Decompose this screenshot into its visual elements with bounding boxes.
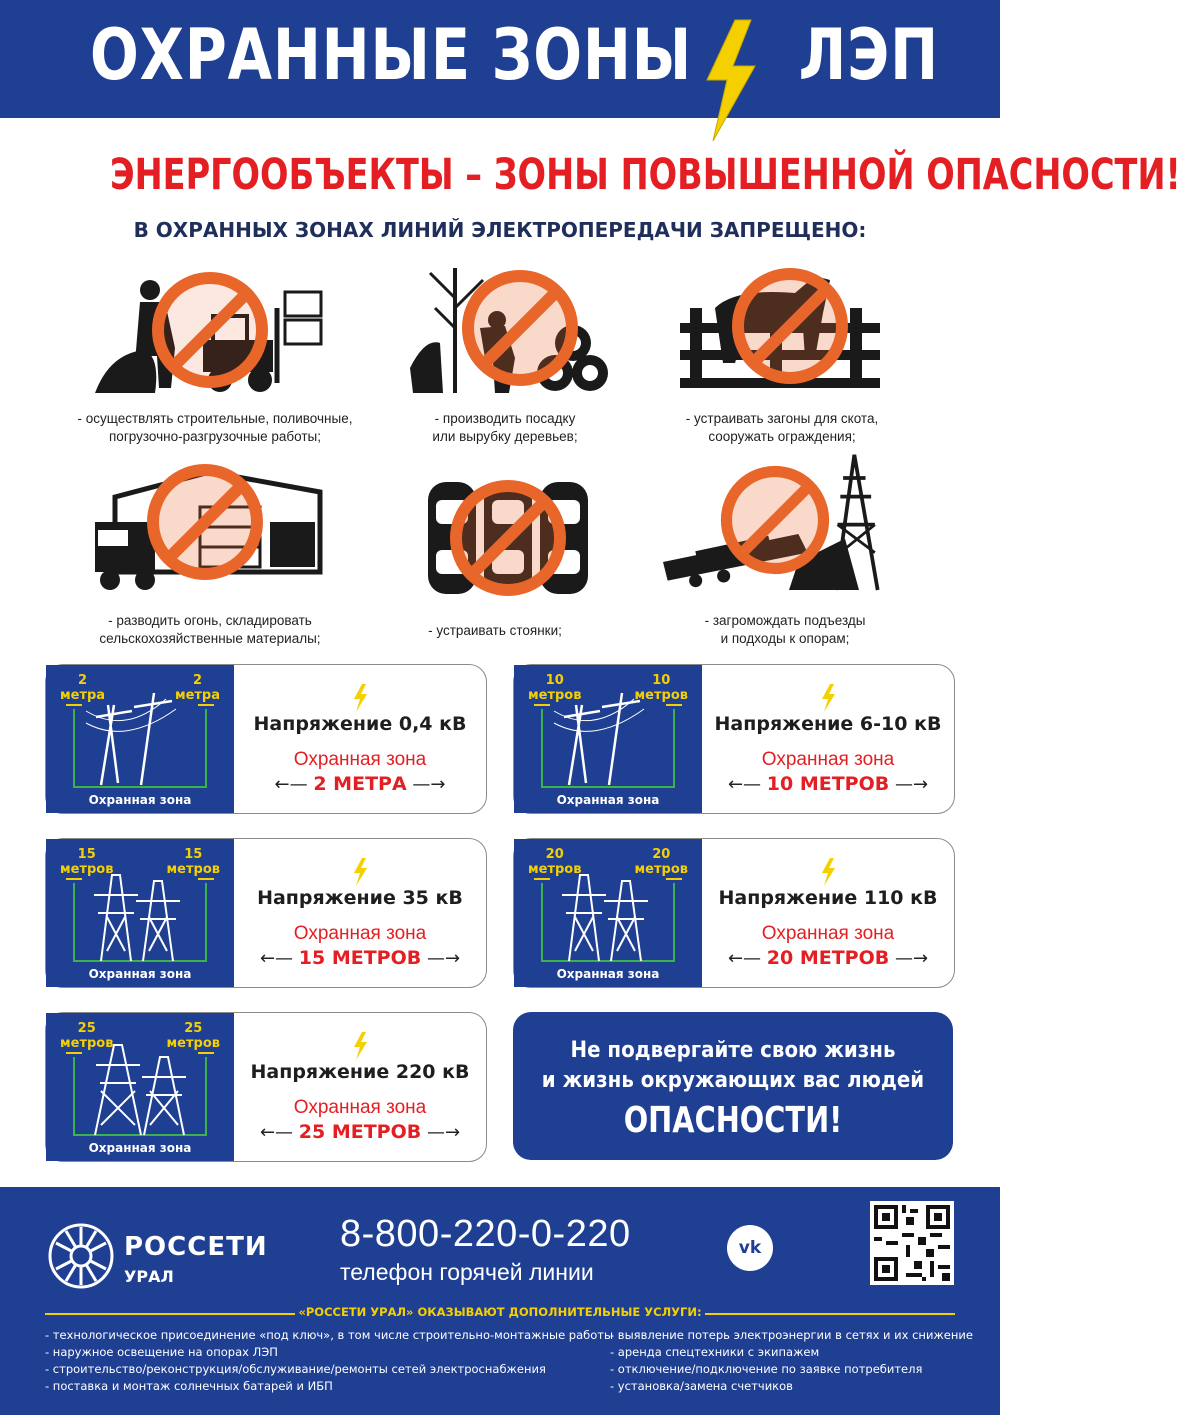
parking-icon — [420, 470, 670, 610]
list-item: - выявление потерь электроэнергии в сетях и их снижение — [610, 1328, 973, 1342]
services-list-left — [45, 1327, 613, 1395]
zone-caption: Охранная зона — [556, 967, 660, 981]
title-left: ОХРАННЫЕ ЗОНЫ — [90, 14, 693, 96]
zone-caption: Охранная зона — [88, 793, 192, 807]
zone-diagram — [514, 839, 702, 987]
voltage-label: Напряжение 220 кВ — [250, 1061, 470, 1083]
warehouse-fire-icon — [90, 462, 340, 602]
list-item: - установка/замена счетчиков — [610, 1379, 793, 1393]
tree-planting-icon — [405, 258, 655, 398]
zone-diagram — [46, 665, 234, 813]
voltage-label: Напряжение 110 кВ — [718, 887, 938, 909]
zone-label: Охранная зона — [293, 749, 427, 770]
list-item: - поставка и монтаж солнечных батарей и ИБП — [45, 1379, 333, 1393]
distance-label-left: 2 метра — [60, 673, 106, 703]
zone-info — [234, 1013, 486, 1161]
arrow-left-icon: ←— — [727, 774, 767, 795]
logo-subtitle: УРАЛ — [124, 1267, 174, 1286]
arrow-right-icon: —→ — [889, 948, 929, 969]
logo-name: РОССЕТИ — [124, 1232, 268, 1262]
arrow-left-icon: ←— — [259, 948, 299, 969]
prohibition-caption: - разводить огонь, складировать сельскохозяйственные материалы; — [99, 613, 321, 646]
zone-distance: ←— 20 МЕТРОВ —→ — [727, 947, 929, 969]
distance-label-right: 20 метров — [634, 847, 688, 877]
services-list-right — [610, 1327, 973, 1395]
qr-code-icon[interactable] — [870, 1201, 954, 1285]
prohibition-caption: - производить посадку или вырубку деревьев; — [432, 411, 578, 444]
warning-card — [513, 1012, 953, 1160]
zone-label: Охранная зона — [761, 749, 895, 770]
zone-caption: Охранная зона — [556, 793, 660, 807]
services-divider — [45, 1305, 955, 1323]
arrow-left-icon: ←— — [274, 774, 314, 795]
lightning-bolt-icon — [350, 683, 370, 713]
distance-label-right: 10 метров — [634, 673, 688, 703]
warning-line-1: Не подвергайте свою жизнь — [570, 1038, 896, 1063]
blocked-tower-access-icon — [650, 450, 900, 590]
vk-icon[interactable]: vk — [727, 1225, 773, 1271]
arrow-left-icon: ←— — [259, 1122, 299, 1143]
livestock-fence-icon — [675, 268, 925, 408]
voltage-label: Напряжение 0,4 кВ — [253, 713, 467, 735]
list-item: - аренда спецтехники с экипажем — [610, 1345, 820, 1359]
lightning-bolt-icon — [350, 1031, 370, 1061]
warning-line-3: ОПАСНОСТИ! — [623, 1100, 843, 1141]
lightning-bolt-icon — [695, 18, 765, 143]
zone-info — [234, 665, 486, 813]
prohibition-caption: - загромождать подъезды и подходы к опорам; — [704, 613, 866, 646]
zone-info — [234, 839, 486, 987]
services-title: «РОССЕТИ УРАЛ» ОКАЗЫВАЮТ ДОПОЛНИТЕЛЬНЫЕ УСЛУГИ: — [298, 1305, 702, 1319]
arrow-right-icon: —→ — [889, 774, 929, 795]
footer — [0, 1187, 1000, 1415]
list-item: - строительство/реконструкция/обслуживание/ремонты сетей электроснабжения — [45, 1362, 546, 1376]
list-item: - отключение/подключение по заявке потребителя — [610, 1362, 923, 1376]
zone-card-35kv — [45, 838, 487, 988]
zone-info — [702, 839, 954, 987]
lightning-bolt-icon — [818, 683, 838, 713]
zone-diagram — [514, 665, 702, 813]
zone-caption: Охранная зона — [88, 1141, 192, 1155]
zone-card-110kv — [513, 838, 955, 988]
page-title — [90, 14, 939, 96]
distance-label-right: 2 метра — [174, 673, 220, 703]
arrow-right-icon: —→ — [421, 1122, 461, 1143]
arrow-right-icon: —→ — [406, 774, 446, 795]
prohibition-caption: - осуществлять строительные, поливочные, погрузочно-разгрузочные работы; — [77, 411, 353, 444]
zone-label: Охранная зона — [293, 923, 427, 944]
distance-label-left: 25 метров — [60, 1021, 114, 1051]
lightning-bolt-icon — [350, 857, 370, 887]
zone-caption: Охранная зона — [88, 967, 192, 981]
voltage-label: Напряжение 6-10 кВ — [714, 713, 942, 735]
distance-label-right: 25 метров — [166, 1021, 220, 1051]
hotline-caption: телефон горячей линии — [340, 1259, 594, 1285]
construction-work-icon — [85, 268, 335, 408]
prohibitions-heading: В ОХРАННЫХ ЗОНАХ ЛИНИЙ ЭЛЕКТРОПЕРЕДАЧИ ЗАПРЕЩЕНО: — [133, 218, 867, 242]
zone-card-0-4kv — [45, 664, 487, 814]
arrow-left-icon: ←— — [727, 948, 767, 969]
distance-label-left: 15 метров — [60, 847, 114, 877]
distance-label-left: 10 метров — [528, 673, 582, 703]
prohibition-caption: - устраивать стоянки; — [428, 623, 562, 638]
zone-label: Охранная зона — [761, 923, 895, 944]
arrow-right-icon: —→ — [421, 948, 461, 969]
zone-diagram — [46, 1013, 234, 1161]
zone-distance: ←— 10 МЕТРОВ —→ — [727, 773, 929, 795]
zone-card-220kv — [45, 1012, 487, 1162]
warning-line-2: и жизнь окружающих вас людей — [541, 1068, 925, 1093]
list-item: - технологическое присоединение «под ключ», в том числе строительно-монтажные работы — [45, 1328, 614, 1342]
lightning-bolt-icon — [818, 857, 838, 887]
hotline-phone[interactable]: 8-800-220-0-220 — [340, 1213, 631, 1255]
zone-distance: ←— 2 МЕТРА —→ — [274, 773, 446, 795]
rosseti-logo-icon — [48, 1223, 114, 1289]
zone-distance: ←— 25 МЕТРОВ —→ — [259, 1121, 461, 1143]
voltage-label: Напряжение 35 кВ — [257, 887, 463, 909]
zone-info — [702, 665, 954, 813]
title-right: ЛЭП — [798, 14, 939, 96]
zone-diagram — [46, 839, 234, 987]
prohibition-caption: - устраивать загоны для скота, сооружать ограждения; — [685, 411, 879, 444]
list-item: - наружное освещение на опорах ЛЭП — [45, 1345, 278, 1359]
danger-subtitle: ЭНЕРГООБЪЕКТЫ – ЗОНЫ ПОВЫШЕННОЙ ОПАСНОСТИ! — [110, 150, 1181, 200]
zone-distance: ←— 15 МЕТРОВ —→ — [259, 947, 461, 969]
zone-label: Охранная зона — [293, 1097, 427, 1118]
distance-label-left: 20 метров — [528, 847, 582, 877]
distance-label-right: 15 метров — [166, 847, 220, 877]
zone-card-6-10kv — [513, 664, 955, 814]
